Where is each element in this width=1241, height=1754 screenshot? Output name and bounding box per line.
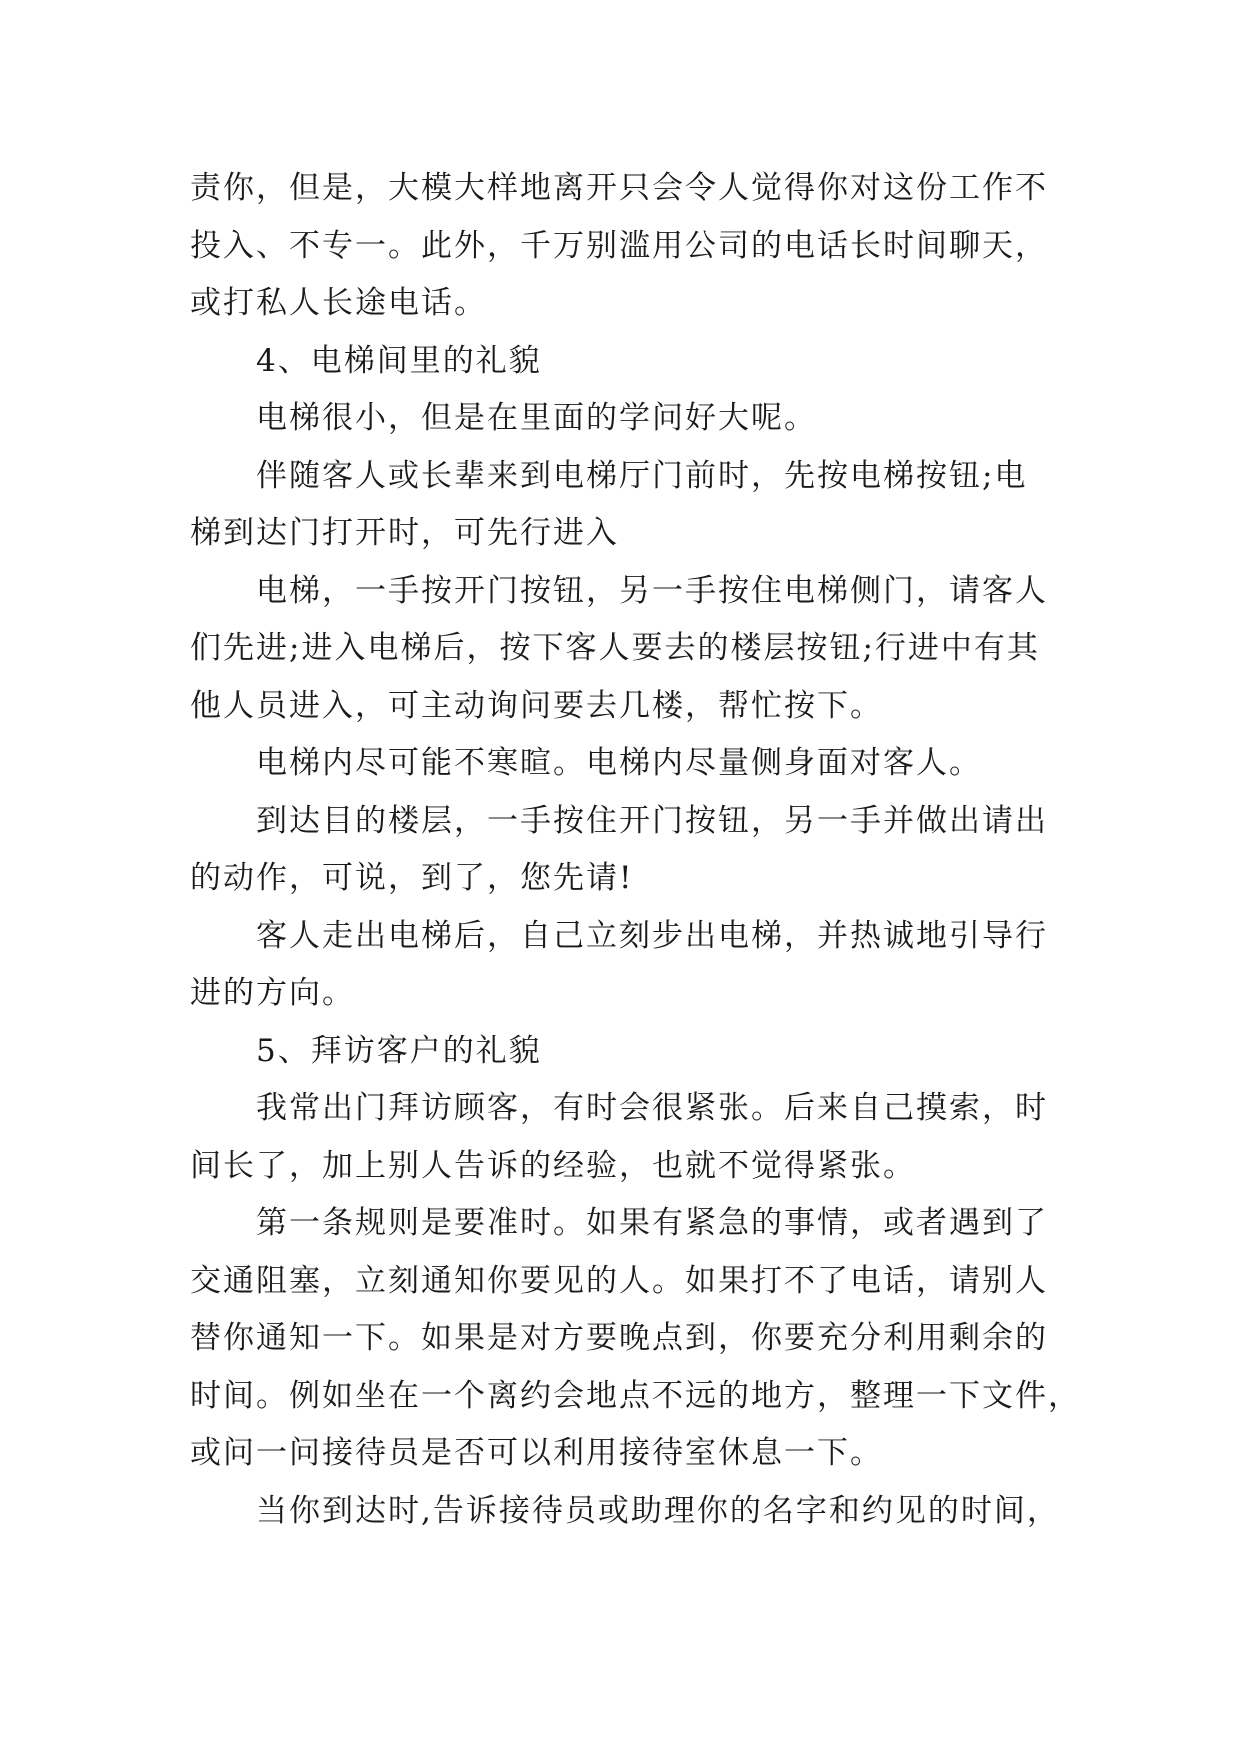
text-line: 替你通知一下。如果是对方要晚点到，你要充分利用剩余的	[190, 1320, 1048, 1356]
text-line: 当你到达时,告诉接待员或助理你的名字和约见的时间，	[256, 1492, 1060, 1529]
text-line: 时间。例如坐在一个离约会地点不远的地方，整理一下文件，	[190, 1377, 1081, 1414]
text-line: 进的方向。	[190, 975, 355, 1011]
text-line: 或打私人长途电话。	[190, 285, 487, 321]
text-line: 责你，但是，大模大样地离开只会令人觉得你对这份工作不	[190, 170, 1048, 206]
text-line: 或问一问接待员是否可以利用接待室休息一下。	[190, 1435, 883, 1471]
text-line: 间长了，加上别人告诉的经验，也就不觉得紧张。	[190, 1147, 916, 1184]
text-line: 电梯，一手按开门按钮，另一手按住电梯侧门，请客人	[256, 572, 1048, 609]
document-body	[190, 160, 1081, 1540]
text-line: 们先进;进入电梯后，按下客人要去的楼层按钮;行进中有其	[190, 630, 1040, 666]
text-line: 5、拜访客户的礼貌	[256, 1032, 542, 1069]
text-line: 我常出门拜访顾客，有时会很紧张。后来自己摸索，时	[256, 1090, 1048, 1126]
text-line: 到达目的楼层，一手按住开门按钮，另一手并做出请出	[256, 802, 1048, 839]
text-line: 梯到达门打开时，可先行进入	[190, 515, 619, 551]
text-line: 交通阻塞，立刻通知你要见的人。如果打不了电话，请别人	[190, 1262, 1048, 1299]
text-line: 第一条规则是要准时。如果有紧急的事情，或者遇到了	[256, 1205, 1048, 1241]
text-line: 的动作，可说，到了，您先请!	[190, 860, 634, 896]
text-line: 投入、不专一。此外，千万别滥用公司的电话长时间聊天，	[190, 227, 1048, 264]
text-line: 4、电梯间里的礼貌	[256, 342, 542, 379]
text-line: 伴随客人或长辈来到电梯厅门前时，先按电梯按钮;电	[256, 457, 1028, 494]
text-line: 客人走出电梯后，自己立刻步出电梯，并热诚地引导行	[256, 917, 1048, 954]
text-line: 他人员进入，可主动询问要去几楼，帮忙按下。	[190, 687, 883, 724]
text-line: 电梯内尽可能不寒暄。电梯内尽量侧身面对客人。	[256, 745, 982, 781]
text-line: 电梯很小，但是在里面的学问好大呢。	[256, 400, 817, 436]
